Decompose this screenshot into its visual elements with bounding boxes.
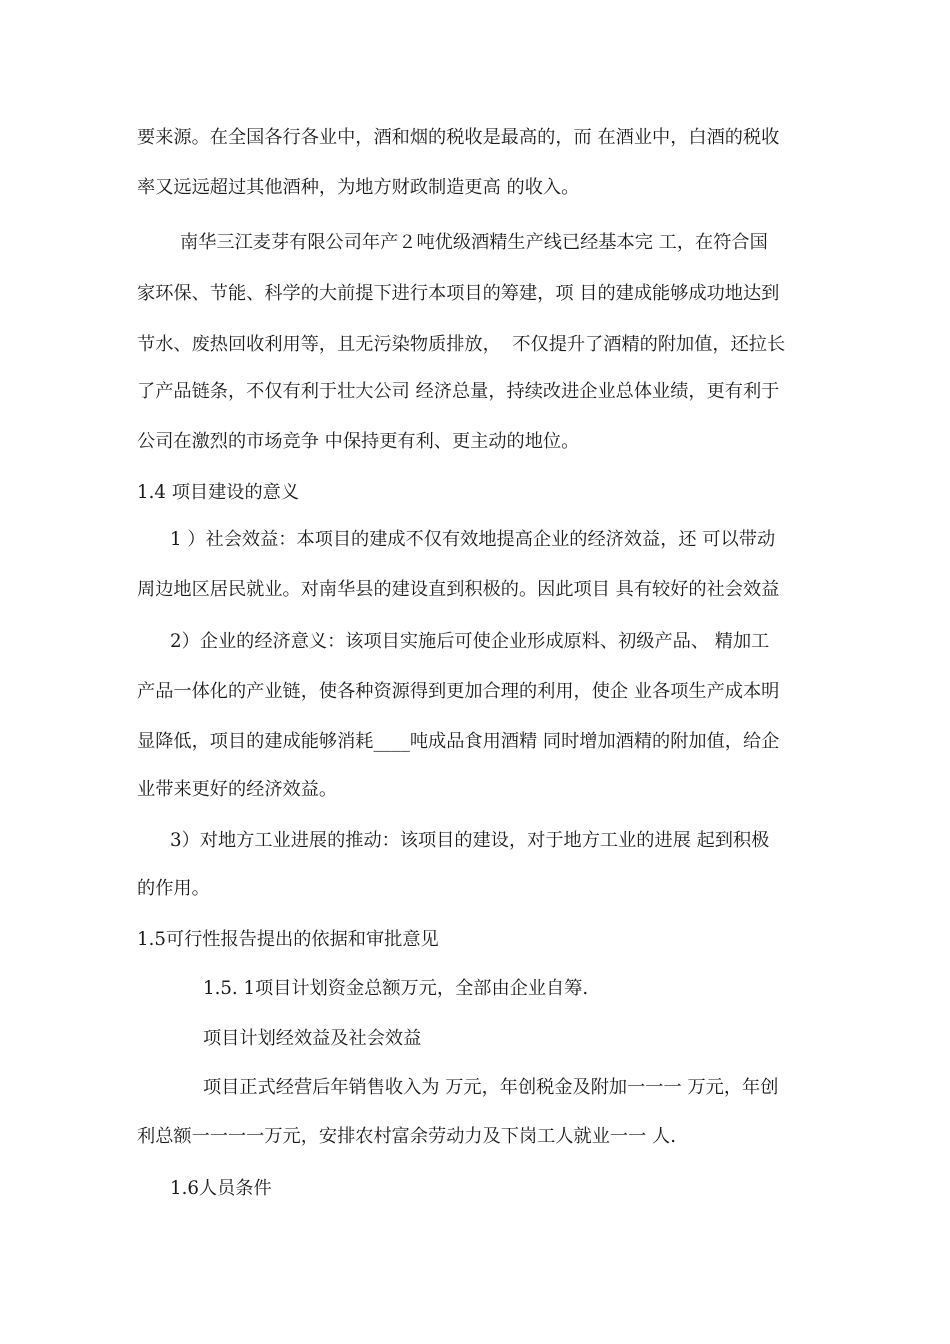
paragraph-line: 的作用。 (137, 878, 210, 899)
paragraph-line: 公司在激烈的市场竞争 中保持更有利、更主动的地位。 (137, 431, 580, 452)
paragraph-line: 要来源。在全国各行各业中，酒和烟的税收是最高的，而 在酒业中，白酒的税收 (137, 127, 780, 148)
paragraph-line: 显降低，项目的建成能够消耗____吨成品食用酒精 同时增加酒精的附加值，给企 (137, 731, 780, 752)
paragraph-line: 项目计划经效益及社会效益 (203, 1028, 422, 1049)
section-heading-1-4: 1.4 项目建设的意义 (137, 482, 300, 503)
paragraph-line: 家环保、节能、科学的大前提下进行本项目的筹建，项 目的建成能够成功地达到 (137, 283, 780, 304)
paragraph-line: 1.5. 1项目计划资金总额万元，全部由企业自筹. (203, 978, 589, 999)
paragraph-line: 业带来更好的经济效益。 (137, 779, 338, 800)
section-heading-1-6: 1.6人员条件 (170, 1178, 272, 1199)
paragraph-line: 了产品链条，不仅有利于壮大公司 经济总量，持续改进企业总体业绩，更有利于 (137, 381, 780, 402)
paragraph-line: 项目正式经营后年销售收入为 万元，年创税金及附加一一一 万元，年创 (203, 1077, 779, 1098)
paragraph-line: 1 ）社会效益：本项目的建成不仅有效地提高企业的经济效益，还 可以带动 (170, 529, 776, 550)
paragraph-line: 南华三江麦芽有限公司年产２吨优级酒精生产线已经基本完 工，在符合国 (180, 232, 768, 253)
section-heading-1-5: 1.5可行性报告提出的依据和审批意见 (137, 929, 439, 950)
paragraph-line: 节水、废热回收利用等，且无污染物质排放， 不仅提升了酒精的附加值，还拉长 (137, 334, 786, 355)
paragraph-line: 3）对地方工业进展的推动：该项目的建设，对于地方工业的进展 起到积极 (170, 830, 770, 851)
paragraph-line: 2）企业的经济意义：该项目实施后可使企业形成原料、初级产品、 精加工 (170, 631, 770, 652)
paragraph-line: 率又远远超过其他酒种，为地方财政制造更高 的收入。 (137, 177, 580, 198)
paragraph-line: 周边地区居民就业。对南华县的建设直到积极的。因此项目 具有较好的社会效益 (137, 579, 780, 600)
paragraph-line: 利总额一一一一万元，安排农村富余劳动力及下岗工人就业一一 人. (137, 1126, 677, 1147)
paragraph-line: 产品一体化的产业链，使各种资源得到更加合理的利用，使企 业各项生产成本明 (137, 681, 780, 702)
